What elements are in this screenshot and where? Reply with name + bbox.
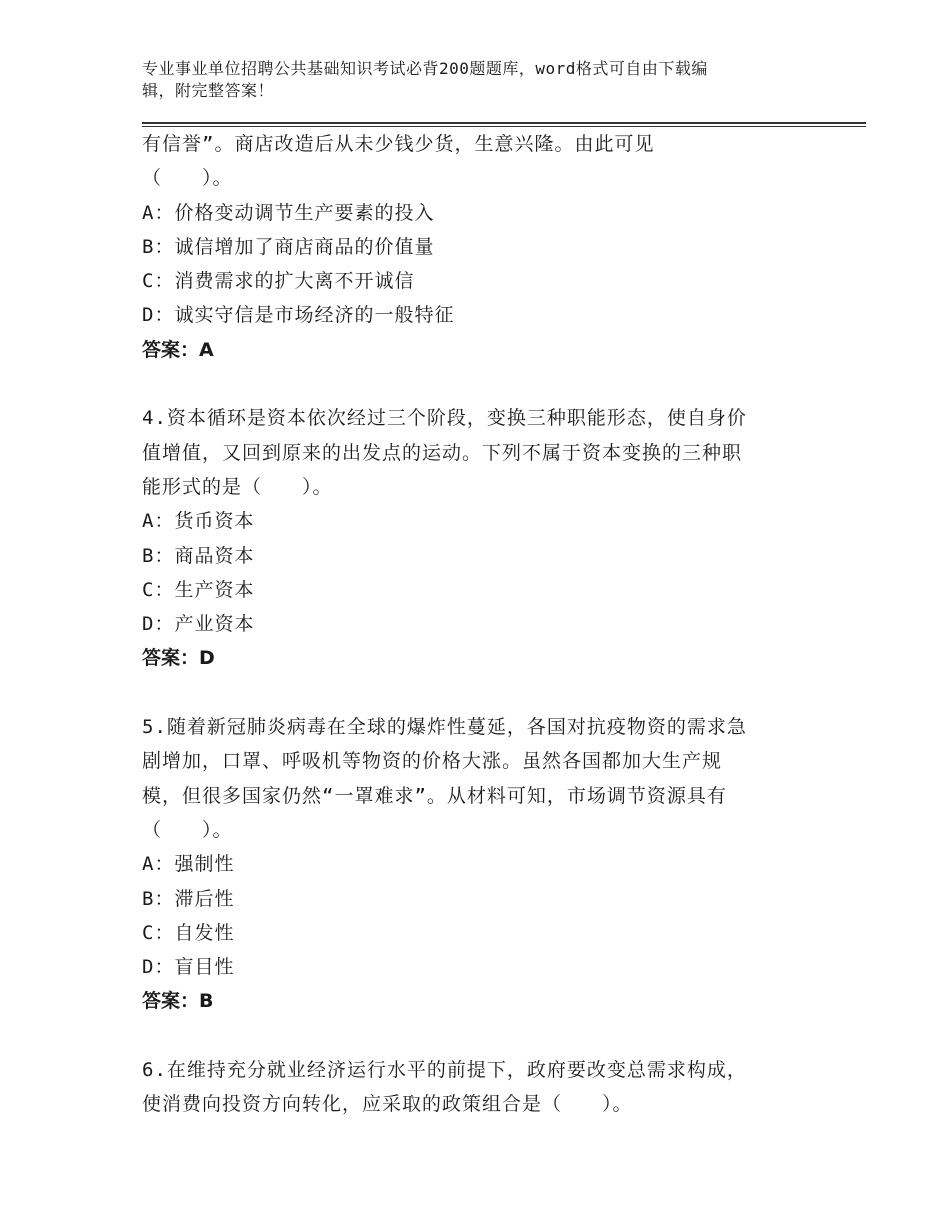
question-list xyxy=(142,127,822,1122)
question-stem-line: 模，但很多国家仍然“一罩难求”。从材料可知，市场调节资源具有 xyxy=(142,784,727,807)
question-stem-line: 使消费向投资方向转化，应采取的政策组合是（ ）。 xyxy=(142,1093,633,1116)
question-stem-line: （ ）。 xyxy=(142,818,233,841)
option-b: B：商品资本 xyxy=(142,544,255,567)
question-stem-line: 能形式的是（ ）。 xyxy=(142,475,333,498)
option-a: A：强制性 xyxy=(142,853,235,876)
question-5 xyxy=(142,710,822,1019)
question-stem-line: 4.资本循环是资本依次经过三个阶段，变换三种职能形态，使自身价 xyxy=(142,407,747,430)
question-stem-line: （ ）。 xyxy=(142,167,233,190)
question-6 xyxy=(142,1053,822,1122)
question-stem-line: 值增值，又回到原来的出发点的运动。下列不属于资本变换的三种职 xyxy=(142,441,743,464)
question-stem-line: 有信誉”。商店改造后从未少钱少货，生意兴隆。由此可见 xyxy=(142,133,655,155)
question-stem-line: 剧增加，口罩、呼吸机等物资的价格大涨。虽然各国都加大生产规 xyxy=(142,750,723,773)
header-line-1: 专业事业单位招聘公共基础知识考试必背200题题库，word格式可自由下载编 xyxy=(142,59,708,78)
option-c: C：生产资本 xyxy=(142,578,255,601)
option-a: A：货币资本 xyxy=(142,510,255,533)
header-divider-thick xyxy=(142,122,866,124)
header-line-2: 辑，附完整答案！ xyxy=(142,81,275,100)
question-3-tail xyxy=(142,127,822,367)
answer-label: 答案：B xyxy=(142,990,214,1013)
option-a: A：价格变动调节生产要素的投入 xyxy=(142,201,435,224)
answer-label: 答案：A xyxy=(142,338,214,361)
option-b: B：滞后性 xyxy=(142,887,235,910)
answer-label: 答案：D xyxy=(142,647,215,670)
option-c: C：消费需求的扩大离不开诚信 xyxy=(142,270,415,293)
option-b: B：诚信增加了商店商品的价值量 xyxy=(142,235,435,258)
option-c: C：自发性 xyxy=(142,921,235,944)
option-d: D：产业资本 xyxy=(142,613,255,636)
option-d: D：诚实守信是市场经济的一般特征 xyxy=(142,304,455,327)
option-d: D：盲目性 xyxy=(142,956,235,979)
question-4 xyxy=(142,401,822,675)
document-header xyxy=(142,58,802,102)
question-stem-line: 5.随着新冠肺炎病毒在全球的爆炸性蔓延，各国对抗疫物资的需求急 xyxy=(142,716,747,739)
question-stem-line: 6.在维持充分就业经济运行水平的前提下，政府要改变总需求构成， xyxy=(142,1059,747,1082)
